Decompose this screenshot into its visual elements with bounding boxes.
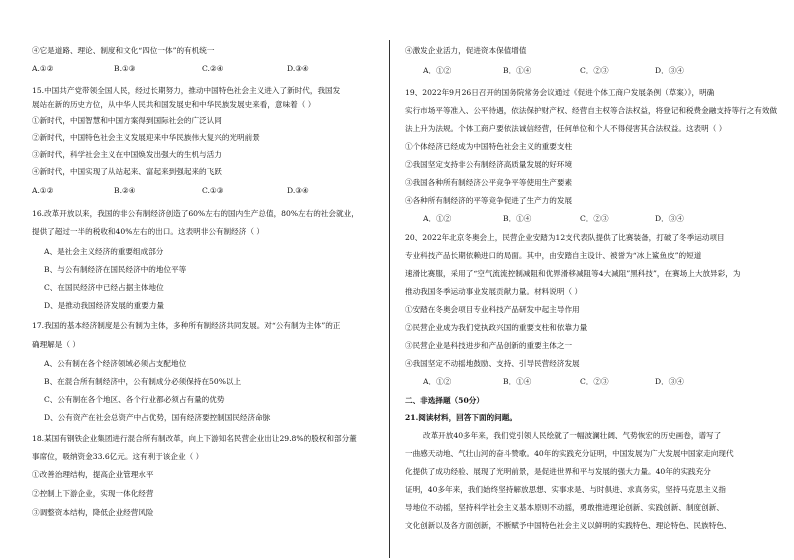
q15-item-4: ④新时代，中国实现了从站起来、富起来到强起来的飞跃 xyxy=(32,167,222,176)
q20-option-c[interactable]: C．②③ xyxy=(580,377,609,386)
q20-option-a[interactable]: A．①② xyxy=(423,377,452,386)
q18-stem-line-1: 18.某国有钢铁企业集团进行混合所有制改革，向上下游知名民营企业出让29.8%的股权和部分董 xyxy=(32,434,357,443)
q20-item-4: ④我国坚定不动摇地鼓励、支持、引导民营经济发展 xyxy=(405,359,580,368)
q15-option-d[interactable]: D.③④ xyxy=(287,186,309,195)
q21-title: 21.阅读材料，回答下面的问题。 xyxy=(405,413,517,422)
q15-option-b[interactable]: B.②④ xyxy=(114,186,136,195)
q20-item-2: ②民营企业成为我们党执政兴国的重要支柱和依靠力量 xyxy=(405,323,588,332)
q18-option-a[interactable]: A．①② xyxy=(423,66,452,75)
q18-option-b[interactable]: B．①④ xyxy=(503,66,532,75)
q14-option-a[interactable]: A.①② xyxy=(32,64,54,73)
q20-stem-line-2: 专业科技产品长期依赖进口的局面。其中，由安踏自主设计、被誉为“冰上鲨鱼皮”的短道 xyxy=(405,251,702,260)
q16-stem-line-1: 16.改革开放以来，我国的非公有制经济创造了60%左右的国内生产总值，80%左右的社会就业， xyxy=(32,209,359,218)
q17-option-a[interactable]: A、公有制在各个经济领域必须占支配地位 xyxy=(44,359,187,368)
q14-option-b[interactable]: B.①③ xyxy=(114,64,136,73)
q18-stem-line-2: 事席位，吸纳资金33.6亿元。这有利于该企业（ ） xyxy=(32,452,204,461)
q19-item-1: ①个体经济已经成为中国特色社会主义的重要支柱 xyxy=(405,142,573,151)
q20-stem-line-1: 20、2022年北京冬奥会上，民营企业安踏为12支代表队提供了比赛装备，打破了冬季运动项目 xyxy=(405,233,725,242)
q16-stem-line-2: 提供了超过一半的税收和40%左右的出口。这表明非公有制经济（ ） xyxy=(32,227,264,236)
q18-option-d[interactable]: D．③④ xyxy=(655,66,684,75)
q20-item-1: ①安踏在冬奥会项目专业科技产品研发中起主导作用 xyxy=(405,305,580,314)
q14-option-c[interactable]: C.②④ xyxy=(202,64,224,73)
q21-material-line-5: 导地位不动摇，坚持科学社会主义基本原则不动摇，勇敢推进理论创新、实践创新、制度创新、 xyxy=(405,503,724,512)
q21-material-line-4: 证明，40多年来，我们始终坚持解放思想、实事求是、与时俱进、求真务实，坚持马克思主义指 xyxy=(405,485,727,494)
column-divider xyxy=(389,40,390,558)
q20-stem-line-4: 推动我国冬季运动事业发展贡献力量。材料说明（ ） xyxy=(405,287,583,296)
q15-option-c[interactable]: C.①③ xyxy=(202,186,224,195)
q17-stem-line-1: 17.我国的基本经济制度是公有制为主体，多种所有制经济共同发展。对“公有制为主体”的正 xyxy=(32,321,341,330)
q18-item-4: ④激发企业活力，促进资本保值增值 xyxy=(405,46,527,55)
q15-stem-line-1: 15.中国共产党带领全国人民，经过长期努力，推动中国特色社会主义进入了新时代，我国发 xyxy=(32,86,341,95)
q15-item-2: ②新时代，中国特色社会主义发展迎来中华民族伟大复兴的光明前景 xyxy=(32,133,260,142)
q16-option-d[interactable]: D、是推动我国经济发展的重要力量 xyxy=(44,301,164,310)
q18-item-1: ①改善治理结构，提高企业管理水平 xyxy=(32,470,154,479)
q18-item-2: ②控制上下游企业，实现一体化经营 xyxy=(32,489,154,498)
q19-option-d[interactable]: D．③④ xyxy=(655,214,684,223)
q20-item-3: ③民营企业是科技进步和产品创新的重要主体之一 xyxy=(405,341,573,350)
q19-stem-line-3: 法上升为法规。个体工商户要依法诚信经营，任何单位和个人不得侵害其合法权益。这表明（ ） xyxy=(405,124,727,133)
q19-stem-line-2: 实行市场平等准入、公平待遇，依法保护财产权、经营自主权等合法权益，将登记和税费金融支持等行之有效做 xyxy=(405,106,778,115)
q19-stem-line-1: 19、2022年9月26日召开的国务院常务会议通过《促进个体工商户发展条例（草案）》，明确 xyxy=(405,88,715,97)
q18-option-c[interactable]: C．②③ xyxy=(580,66,609,75)
q19-item-3: ③我国各种所有制经济公平竞争平等使用生产要素 xyxy=(405,178,573,187)
q19-option-a[interactable]: A．①② xyxy=(423,214,452,223)
q19-item-4: ④各种所有制经济的平等竞争促进了生产力的发展 xyxy=(405,196,573,205)
q16-option-b[interactable]: B、与公有制经济在国民经济中的地位平等 xyxy=(44,265,187,274)
q14-option-d[interactable]: D.③④ xyxy=(287,64,309,73)
q20-option-d[interactable]: D．③④ xyxy=(655,377,684,386)
q17-option-d[interactable]: D、公有资产在社会总资产中占优势，国有经济要控制国民经济命脉 xyxy=(44,413,271,422)
q19-option-b[interactable]: B．①④ xyxy=(503,214,532,223)
q21-material-line-1: 改革开放40多年来，我们党引领人民绘就了一幅波澜壮阔、气势恢宏的历史画卷，谱写了 xyxy=(423,431,722,440)
q17-option-c[interactable]: C、公有制在各个地区、各个行业都必须占有量的优势 xyxy=(44,395,225,404)
q15-stem-line-2: 展站在新的历史方位，从中华人民共和国发展史和中华民族发展史来看，意味着（ ） xyxy=(32,100,316,109)
q16-option-c[interactable]: C、在国民经济中已经占据主体地位 xyxy=(44,283,164,292)
q15-item-3: ③新时代，科学社会主义在中国焕发出强大的生机与活力 xyxy=(32,150,222,159)
q19-item-2: ②我国坚定支持非公有制经济高质量发展的好环境 xyxy=(405,160,573,169)
section-2-title: 二、非选择题（50分） xyxy=(405,396,484,405)
q16-option-a[interactable]: A、是社会主义经济的重要组成部分 xyxy=(44,247,164,256)
q17-stem-line-2: 确理解是（ ） xyxy=(32,340,80,349)
q15-item-1: ①新时代，中国智慧和中国方案得到国际社会的广泛认同 xyxy=(32,116,222,125)
q17-option-b[interactable]: B、在混合所有制经济中，公有制成分必须保持在50%以上 xyxy=(44,377,242,386)
q18-item-3: ③调整资本结构，降低企业经营风险 xyxy=(32,508,154,517)
q21-material-line-2: 一曲感天动地、气壮山河的奋斗赞歌。40年的实践充分证明，中国发展为广大发展中国家走向现代 xyxy=(405,449,734,458)
q21-material-line-3: 化提供了成功经验、展现了光明前景，是促进世界和平与发展的强大力量。40年的实践充分 xyxy=(405,467,711,476)
q21-material-line-6: 文化创新以及各方面创新，不断赋予中国特色社会主义以鲜明的实践特色、理论特色、民族特色、 xyxy=(405,521,732,530)
q19-option-c[interactable]: C．②③ xyxy=(580,214,609,223)
q15-option-a[interactable]: A.①② xyxy=(32,186,54,195)
q20-option-b[interactable]: B．①④ xyxy=(503,377,532,386)
q20-stem-line-3: 速滑比赛服，采用了“空气流流控制减阻和优界滑移减阻等4大减阻”黑科技”，在赛场上大放异彩，为 xyxy=(405,269,741,278)
q14-item-4: ④它是道路、理论、制度和文化“四位一体”的有机统一 xyxy=(32,46,215,55)
